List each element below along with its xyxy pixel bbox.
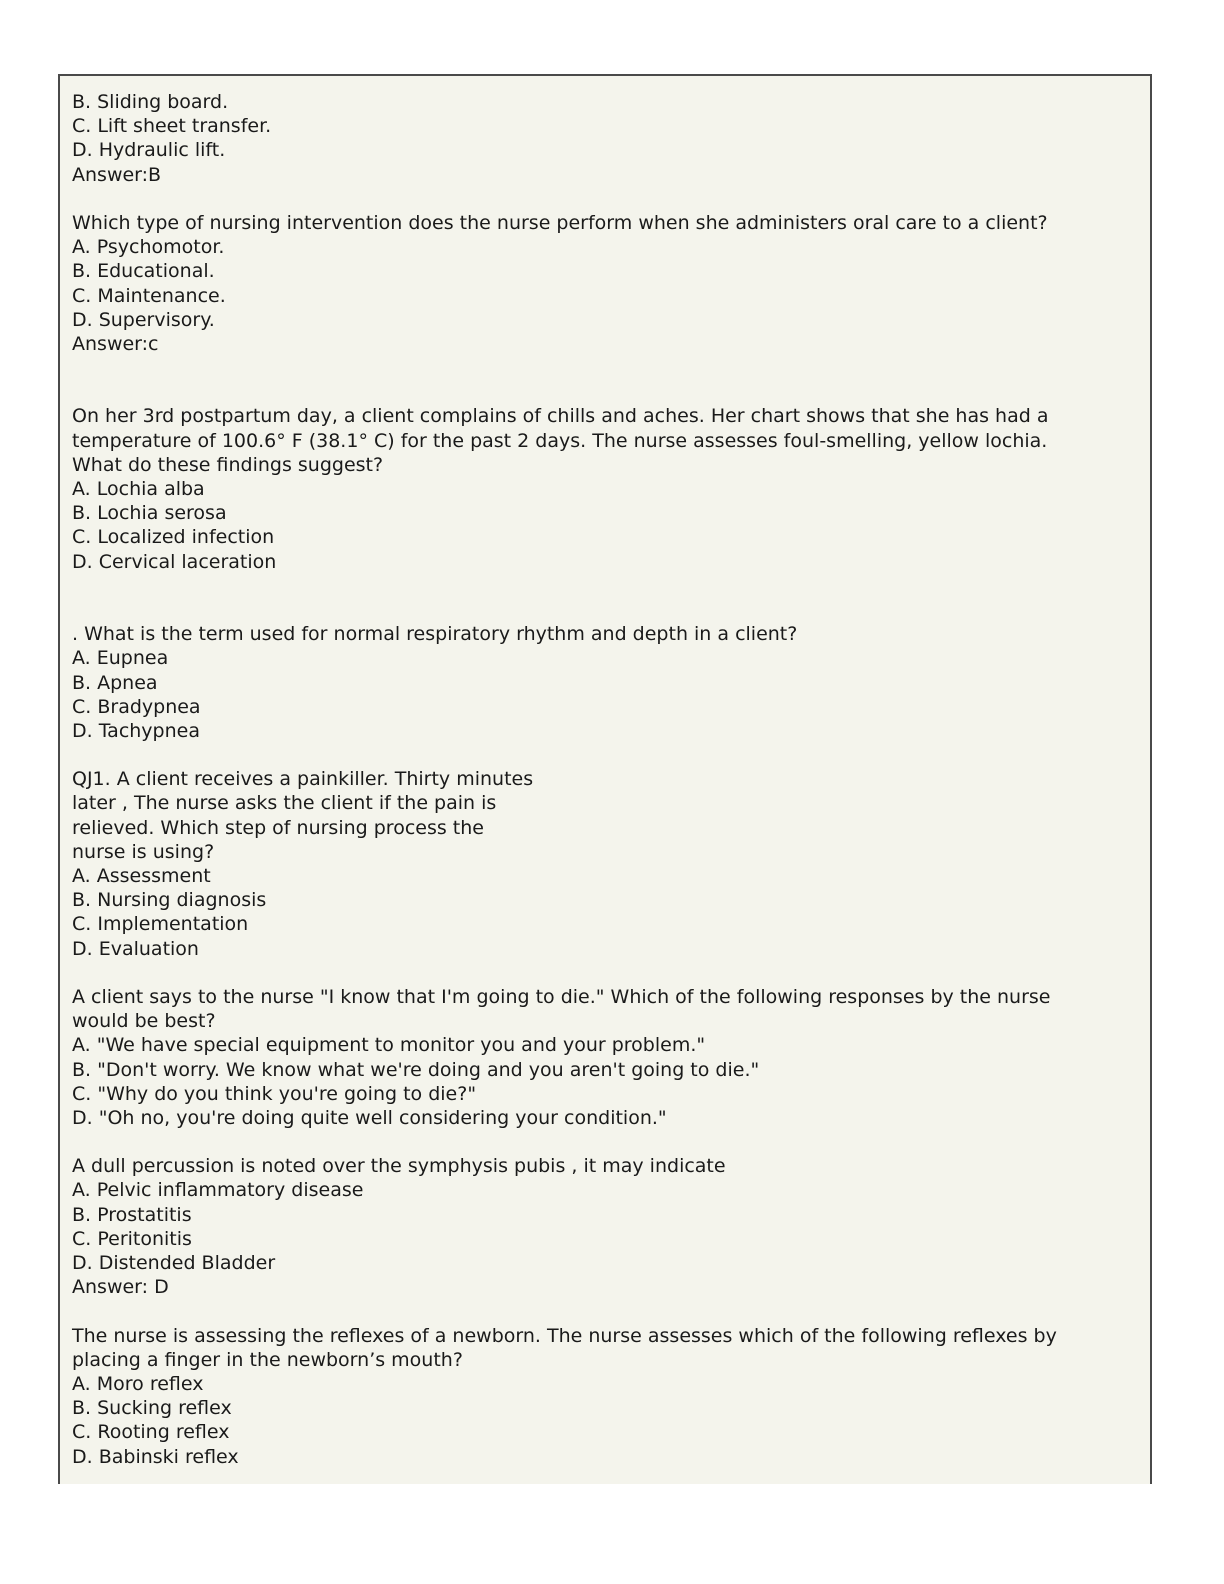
option-c: C. Implementation bbox=[72, 913, 249, 936]
question-text: placing a finger in the newborn’s mouth? bbox=[72, 1348, 463, 1371]
option-d: D. Distended Bladder bbox=[72, 1252, 276, 1275]
question-text: On her 3rd postpartum day, a client complains of chills and aches. Her chart shows that she has had a bbox=[72, 405, 1049, 428]
option-d: D. Evaluation bbox=[72, 937, 199, 960]
option-b: B. Lochia serosa bbox=[72, 502, 227, 525]
option-b: B. Apnea bbox=[72, 671, 158, 694]
option-b: B. Nursing diagnosis bbox=[72, 889, 267, 912]
question-block-3 bbox=[72, 404, 1132, 573]
option-a: A. Moro reflex bbox=[72, 1372, 204, 1395]
question-text: temperature of 100.6° F (38.1° C) for the past 2 days. The nurse assesses foul-smelling, yellow lochia. bbox=[72, 429, 1048, 452]
option-a: A. "We have special equipment to monitor you and your problem." bbox=[72, 1034, 706, 1057]
question-block-4 bbox=[72, 622, 1132, 743]
option-c: C. Lift sheet transfer. bbox=[72, 115, 272, 138]
option-c: C. Maintenance. bbox=[72, 284, 226, 307]
option-a: A. Psychomotor. bbox=[72, 236, 225, 259]
question-block-5 bbox=[72, 767, 1132, 961]
option-b: B. "Don't worry. We know what we're doing and you aren't going to die." bbox=[72, 1058, 760, 1081]
question-text: . What is the term used for normal respiratory rhythm and depth in a client? bbox=[72, 623, 798, 646]
question-block-1 bbox=[72, 90, 1132, 187]
question-text: relieved. Which step of nursing process the bbox=[72, 816, 484, 839]
question-text: A client says to the nurse "I know that I'm going to die." Which of the following responses by the nurse bbox=[72, 985, 1051, 1008]
content-panel bbox=[58, 74, 1152, 1484]
question-block-2 bbox=[72, 211, 1132, 356]
option-d: D. Hydraulic lift. bbox=[72, 139, 226, 162]
answer-line: Answer:B bbox=[72, 163, 162, 186]
question-text: Which type of nursing intervention does the nurse perform when she administers oral care to a client? bbox=[72, 211, 1048, 234]
option-b: B. Sliding board. bbox=[72, 91, 229, 113]
option-c: C. "Why do you think you're going to die?" bbox=[72, 1082, 477, 1105]
answer-line: Answer: D bbox=[72, 1276, 169, 1299]
question-block-7 bbox=[72, 1154, 1132, 1299]
option-c: C. Rooting reflex bbox=[72, 1421, 230, 1444]
question-text: later , The nurse asks the client if the pain is bbox=[72, 792, 497, 815]
option-d: D. Babinski reflex bbox=[72, 1445, 239, 1468]
question-list bbox=[72, 90, 1132, 1469]
answer-line: Answer:c bbox=[72, 332, 159, 355]
option-d: D. Supervisory. bbox=[72, 308, 215, 331]
option-d: D. Tachypnea bbox=[72, 719, 200, 742]
option-c: C. Bradypnea bbox=[72, 695, 201, 718]
option-a: A. Lochia alba bbox=[72, 478, 205, 501]
option-a: A. Eupnea bbox=[72, 647, 169, 670]
question-text: QJ1. A client receives a painkiller. Thirty minutes bbox=[72, 768, 534, 791]
option-b: B. Prostatitis bbox=[72, 1203, 192, 1226]
question-block-8 bbox=[72, 1324, 1132, 1469]
option-a: A. Pelvic inflammatory disease bbox=[72, 1179, 364, 1202]
option-b: B. Sucking reflex bbox=[72, 1397, 232, 1420]
question-text: A dull percussion is noted over the symphysis pubis , it may indicate bbox=[72, 1155, 726, 1178]
question-text: nurse is using? bbox=[72, 840, 215, 863]
option-c: C. Localized infection bbox=[72, 526, 275, 549]
question-block-6 bbox=[72, 985, 1132, 1130]
option-b: B. Educational. bbox=[72, 260, 215, 283]
option-d: D. "Oh no, you're doing quite well considering your condition." bbox=[72, 1106, 667, 1129]
question-text: The nurse is assessing the reflexes of a newborn. The nurse assesses which of the following reflexes by bbox=[72, 1324, 1057, 1347]
question-text: would be best? bbox=[72, 1010, 216, 1033]
option-a: A. Assessment bbox=[72, 865, 211, 888]
option-d: D. Cervical laceration bbox=[72, 550, 277, 573]
option-c: C. Peritonitis bbox=[72, 1227, 192, 1250]
question-text: What do these findings suggest? bbox=[72, 453, 384, 476]
